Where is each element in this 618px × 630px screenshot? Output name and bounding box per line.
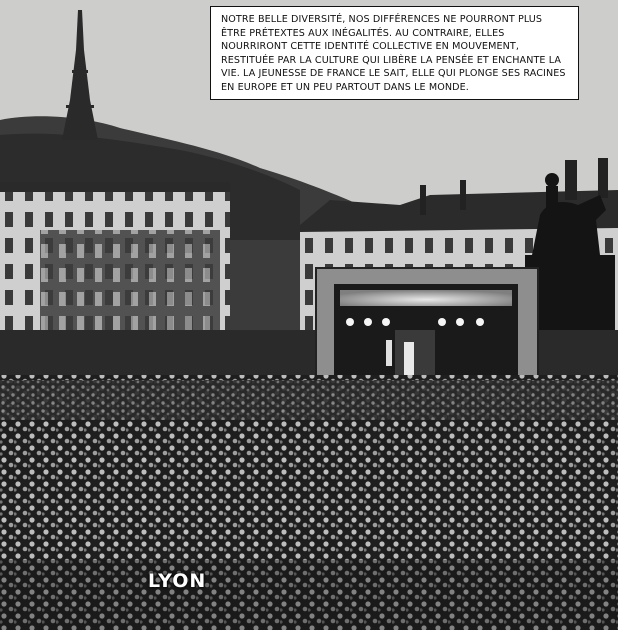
narration-caption: NOTRE BELLE DIVERSITÉ, NOS DIFFÉRENCES NE POURRONT PLUS ÊTRE PRÉTEXTES AUX INÉGALITÉS. AU CONTRAIRE, ELLES NOURRIRONT CETTE IDENTITÉ COLLECTIVE EN MOUVEMENT, RESTITUÉE PAR LA CULTURE QUI LIBÈRE LA PENSÉE ET ENCHANTE LA VIE. LA JEUNESSE DE FRANCE LE SAIT, ELLE QUI PLONGE SES RACINES EN EUROPE ET UN PEU PARTOUT DANS LE MONDE.: [210, 6, 579, 100]
location-label: LYON: [148, 570, 207, 592]
